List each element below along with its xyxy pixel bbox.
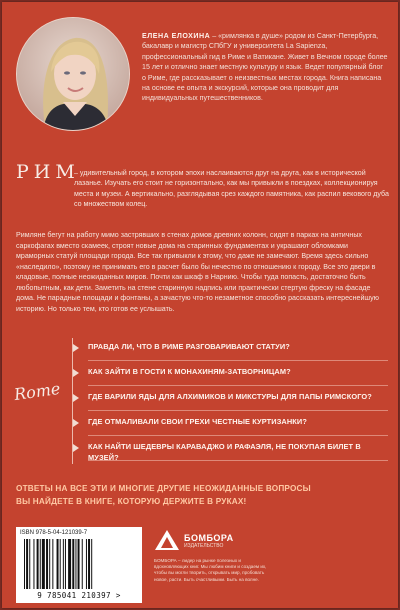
question-item: КАК НАЙТИ ШЕДЕВРЫ КАРАВАДЖО И РАФАЭЛЯ, НЕ ПОКУПАЯ БИЛЕТ В МУЗЕЙ? [88, 441, 393, 466]
barcode-bar [91, 539, 92, 589]
barcode-arrow: > [115, 591, 121, 600]
barcode-bar [86, 539, 87, 589]
author-portrait-image [17, 18, 129, 130]
answers-callout [16, 483, 392, 508]
publisher-subtitle: ИЗДАТЕЛЬСТВО [184, 543, 224, 549]
rome-script-lettering: Rome [12, 378, 62, 405]
barcode-bar [40, 539, 41, 589]
bombora-logo-icon [154, 529, 180, 551]
answers-line-1: ОТВЕТЫ НА ВСЕ ЭТИ И МНОГИЕ ДРУГИЕ НЕОЖИДАННЫЕ ВОПРОСЫ [16, 484, 311, 493]
barcode-panel [16, 527, 142, 603]
barcode-bar [68, 539, 71, 589]
question-separator [88, 360, 388, 361]
question-separator [88, 385, 388, 386]
barcode-bar [72, 539, 74, 589]
publisher-note: БОМБОРА – лидер на рынке полезных и вдохновляющих книг. Мы любим книги и создаем их, чтобы вы могли творить, открывать мир, пробовать новое, расти. Быть счастливыми. Быть на волне. [154, 558, 267, 582]
barcode-bar [37, 539, 39, 589]
barcode-bar [49, 539, 50, 589]
barcode-bar [78, 539, 80, 589]
question-separator [88, 410, 388, 411]
author-name: ЕЛЕНА ЕЛОХИНА [142, 32, 211, 40]
barcode-digits: 9 785041 210397 [37, 591, 111, 600]
barcode-bar [88, 539, 90, 589]
back-cover [2, 2, 398, 608]
questions-list [88, 341, 393, 466]
intro-paragraph [74, 168, 390, 210]
publisher-name: БОМБОРА [184, 533, 234, 543]
barcode-bar [26, 539, 28, 589]
question-separator [88, 460, 388, 461]
intro-text: – удивительный город, в котором эпохи наслаиваются друг на друга, как в исторической лазанье. Изучать его стоит не горизонтально, как мы привыкли в поездках, коллекционируя места и музеи. А вертикально, разглядывая срез каждого памятника, как распил векового дуба со множеством колец. [74, 169, 389, 209]
barcode-number [18, 591, 140, 600]
barcode-bar [29, 539, 30, 589]
question-item: ГДЕ ВАРИЛИ ЯДЫ ДЛЯ АЛХИМИКОВ И МИКСТУРЫ ДЛЯ ПАПЫ РИМСКОГО? [88, 391, 393, 416]
barcode-bar [52, 539, 53, 589]
barcode-bar [82, 539, 83, 589]
barcode-bar [46, 539, 48, 589]
author-bio [142, 31, 388, 104]
main-paragraph: Римляне бегут на работу мимо застрявших в стенах домов древних колонн, сидят в парках на античных саркофагах вместо скамеек, строят новые дома на старинных фундаментах и украшают обломками мраморных статуй площади города. Все так привыкли к этому, что даже не замечают. Время здесь сильно «наследило», поэтому не принимать его в расчет было бы нечестно по отношению к городу. Все это двери в кладовые, полные неожиданных миров. Почти как шкаф в Нарнию. Чтобы туда попасть, достаточно быть любопытным, как дети. Заметить на стене старинную надпись или практически стертую фреску на фасаде дома. Не парадные площади и фонтаны, а зачастую что-то незаметное способно рассказать интереснейшую историю. Но только тем, кто готов ее услышать. [16, 231, 379, 313]
barcode-bar [63, 539, 64, 589]
barcode-bar [24, 539, 25, 589]
author-bio-text: – «римлянка в душе» родом из Санкт-Петербурга, бакалавр и магистр СПбГУ и университета La Sapienza, профессиональный гид в Риме и Ватикане. Живет в Вечном городе более 15 лет и отлично знает местную культуру и язык. Ведет популярный блог о Риме, где рассказывает о неизвестных местах города. Книга написана на основе ее опыта и экскурсий, которые она проводит для индивидуальных путешественников. [142, 32, 388, 103]
barcode-bar [65, 539, 66, 589]
barcode-bar [42, 539, 45, 589]
isbn-label: ISBN 978-5-04-121039-7 [20, 530, 88, 536]
barcode-bar [60, 539, 61, 589]
barcode-bar [57, 539, 59, 589]
question-separator [88, 435, 388, 436]
question-item: КАК ЗАЙТИ В ГОСТИ К МОНАХИНЯМ-ЗАТВОРНИЦАМ? [88, 366, 393, 391]
rome-heading-word: РИМ [16, 161, 80, 183]
question-item: ГДЕ ОТМАЛИВАЛИ СВОИ ГРЕХИ ЧЕСТНЫЕ КУРТИЗАНКИ? [88, 416, 393, 441]
answers-line-2: ВЫ НАЙДЕТЕ В КНИГЕ, КОТОРУЮ ДЕРЖИТЕ В РУКАХ! [16, 496, 247, 506]
author-photo [16, 17, 130, 131]
barcode-icon [24, 539, 134, 589]
barcode-bar [33, 539, 34, 589]
publisher-logo [154, 529, 254, 553]
question-item: ПРАВДА ЛИ, ЧТО В РИМЕ РАЗГОВАРИВАЮТ СТАТУИ? [88, 341, 393, 366]
barcode-bar [75, 539, 76, 589]
